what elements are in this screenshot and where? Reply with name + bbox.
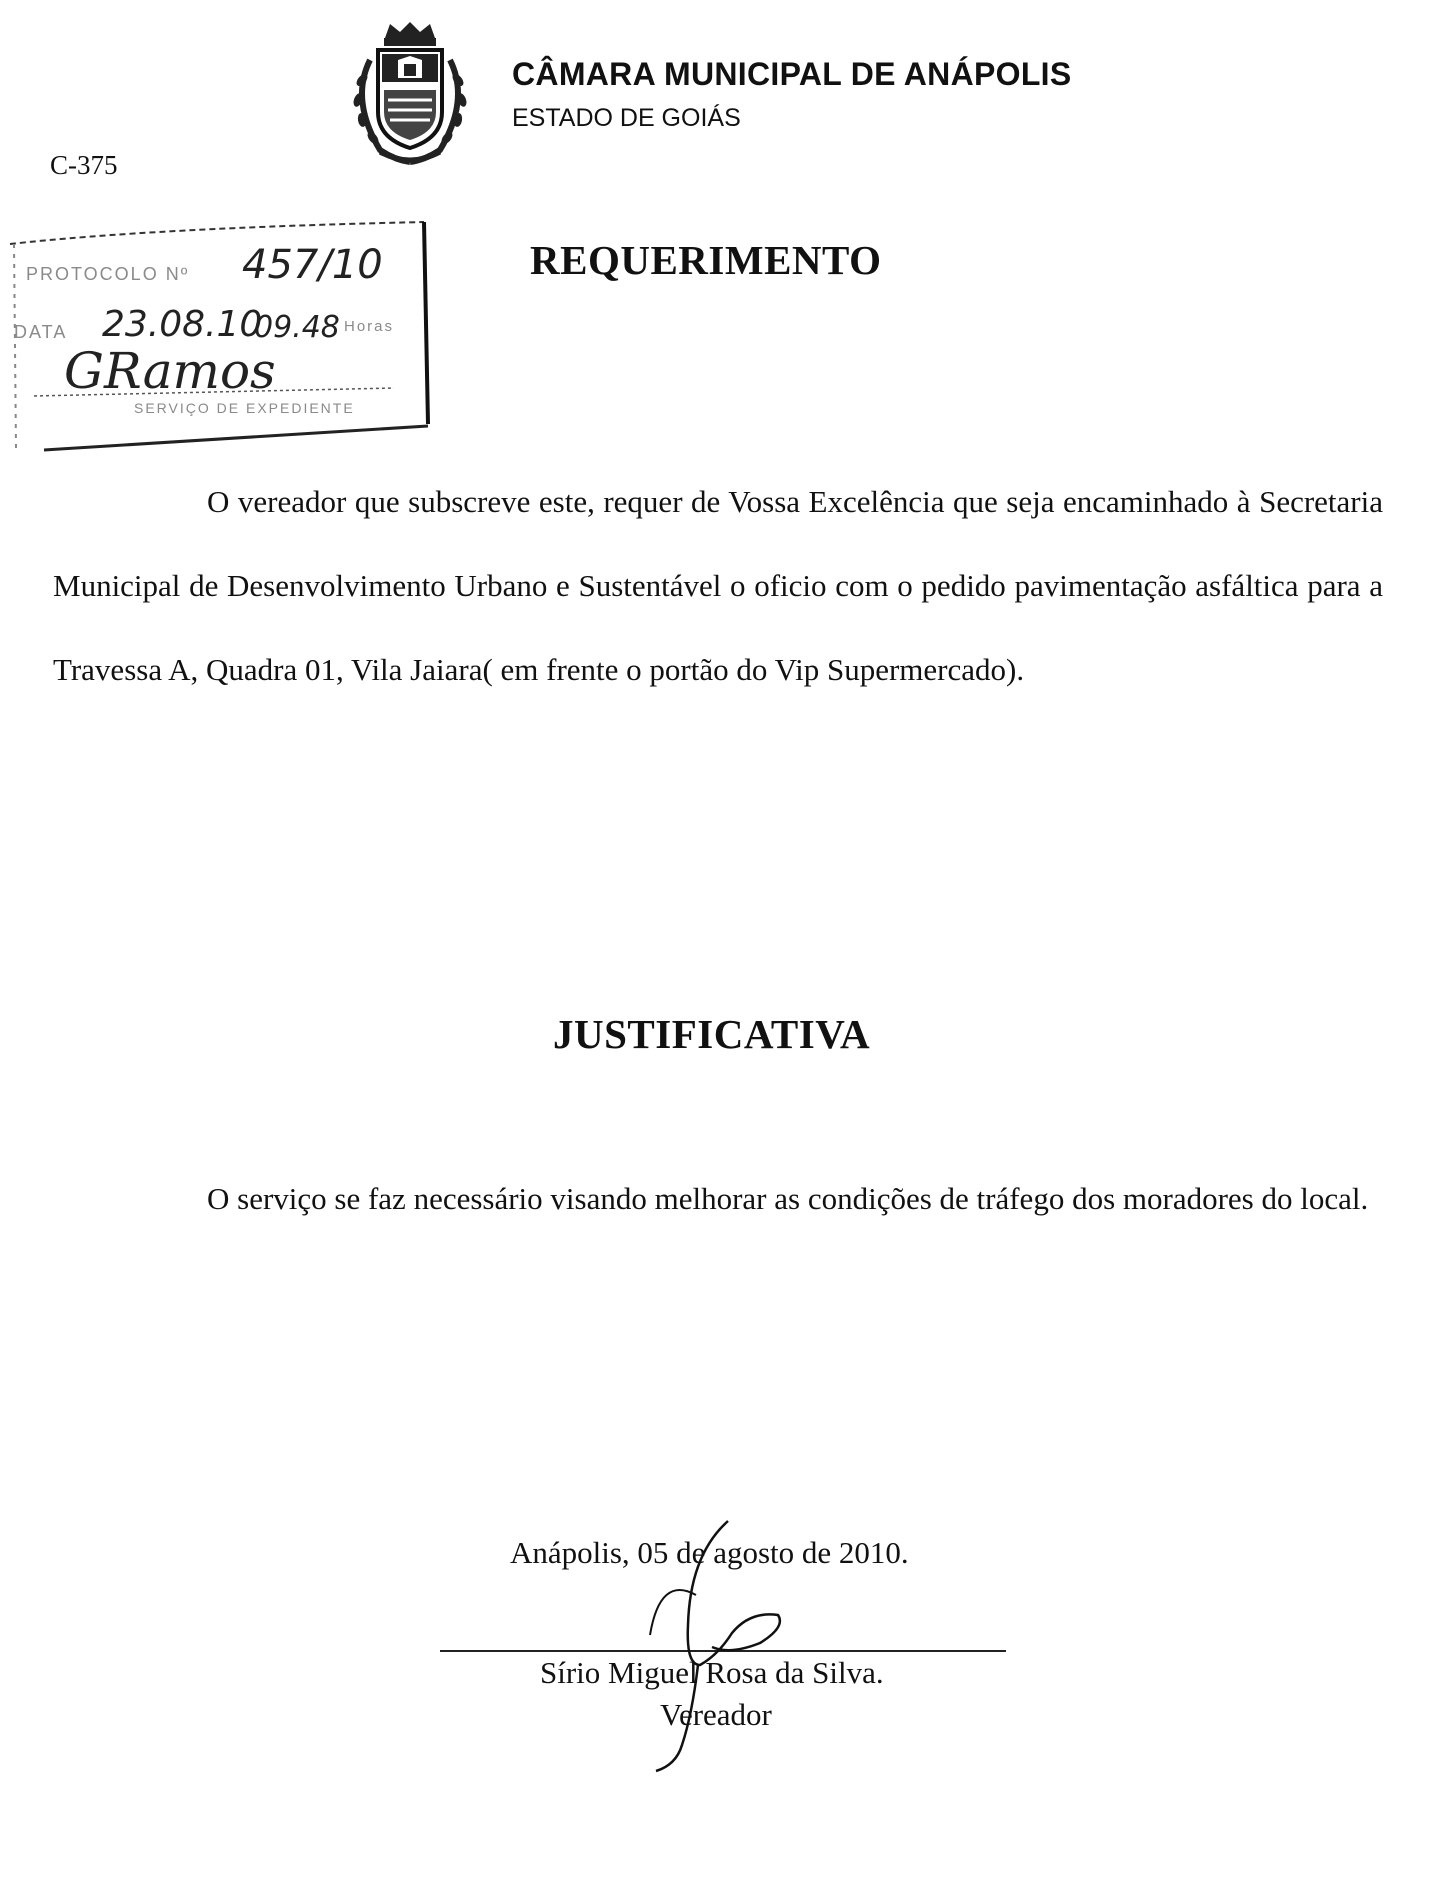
- signer-role: Vereador: [660, 1697, 772, 1732]
- protocol-stamp: [4, 214, 434, 454]
- stamp-time: 09.48: [254, 310, 340, 345]
- place-and-date: Anápolis, 05 de agosto de 2010.: [510, 1535, 909, 1570]
- coat-of-arms-icon: [340, 20, 480, 170]
- document-code: C-375: [50, 150, 118, 180]
- request-paragraph: O vereador que subscreve este, requer de Vossa Excelência que seja encaminhado à Secretaria Municipal de Desenvolvimento Urbano e Sustentável o oficio com o pedido pavimentação asfáltica para a Travessa A, Quadra 01, Vila Jaiara( em frente o portão do Vip Supermercado).: [53, 484, 1383, 687]
- stamp-signature: GRamos: [64, 342, 276, 400]
- date-label: DATA: [14, 322, 68, 342]
- institution-name: CÂMARA MUNICIPAL DE ANÁPOLIS: [512, 56, 1072, 92]
- protocol-label: PROTOCOLO Nº: [26, 264, 190, 284]
- time-unit: Horas: [344, 318, 395, 335]
- stamp-department: SERVIÇO DE EXPEDIENTE: [134, 400, 355, 416]
- state-name: ESTADO DE GOIÁS: [512, 104, 741, 132]
- document-title: REQUERIMENTO: [530, 237, 882, 283]
- stamp-date: 23.08.10: [102, 304, 263, 345]
- protocol-number: 457/10: [242, 242, 383, 288]
- justification-paragraph: O serviço se faz necessário visando melhorar as condições de tráfego dos moradores do local.: [207, 1181, 1369, 1216]
- signer-name: Sírio Miguel Rosa da Silva.: [540, 1655, 884, 1690]
- handwritten-signature: [600, 1515, 800, 1775]
- justification-title: JUSTIFICATIVA: [553, 1011, 871, 1057]
